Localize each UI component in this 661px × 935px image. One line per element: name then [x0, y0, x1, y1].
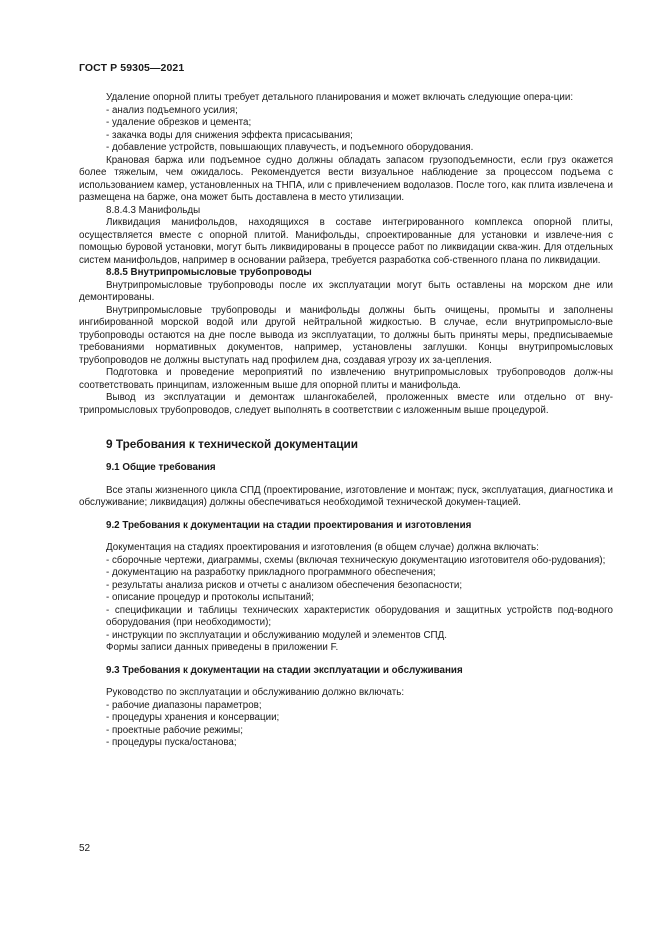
section-9-3-heading: 9.3 Требования к документации на стадии эксплуатации и обслуживания	[106, 664, 463, 676]
list-item: - результаты анализа рисков и отчеты с анализом обеспечения безопасности;	[106, 579, 463, 591]
paragraph-design-docs-intro: Документация на стадиях проектирования и изготовления (в общем случае) должна включать:	[106, 542, 539, 553]
paragraph-lifecycle-docs: Все этапы жизненного цикла СПД (проектирование, изготовление и монтаж; пуск, эксплуатация, диагностика и обслуживание; ликвидация) должны обеспечиваться необходимой технической докумен-тацией.	[79, 484, 613, 508]
list-item: - описание процедур и протоколы испытаний;	[106, 592, 314, 603]
paragraph-operation-manual-intro: Руководство по эксплуатации и обслуживанию должно включать:	[106, 687, 405, 698]
list-item: - рабочие диапазоны параметров;	[106, 699, 262, 711]
page-number: 52	[79, 843, 91, 854]
list-item: - инструкции по эксплуатации и обслуживанию модулей и элементов СПД.	[106, 629, 447, 641]
subsection-manifolds-heading: 8.8.4.3 Манифольды	[106, 204, 201, 216]
list-item: - процедуры хранения и консервации;	[106, 712, 280, 723]
list-item: - документацию на разработку прикладного программного обеспечения;	[106, 567, 436, 578]
list-item: - проектные рабочие режимы;	[106, 724, 243, 736]
list-item: - удаление обрезков и цемента;	[106, 117, 252, 128]
list-item: - анализ подъемного усилия;	[106, 104, 238, 116]
subsection-infield-pipelines-heading: 8.8.5 Внутрипромысловые трубопроводы	[106, 267, 312, 278]
section-9-1-heading: 9.1 Общие требования	[106, 462, 216, 473]
page-body	[79, 92, 613, 750]
list-item: - закачка воды для снижения эффекта присасывания;	[106, 129, 353, 141]
list-item: - сборочные чертежи, диаграммы, схемы (включая техническую документацию изготовителя обо-рудования);	[106, 554, 606, 566]
list-item: - спецификации и таблицы технических характеристик оборудования и защитных устройств под-водного оборудования (при необходимости);	[106, 604, 613, 628]
paragraph-pipelines-left-or-removed: Внутрипромысловые трубопроводы после их эксплуатации могут быть оставлены на морском дне или демонтированы.	[79, 279, 613, 303]
paragraph-manifolds: Ликвидация манифольдов, находящихся в составе интегрированного комплекса опорной плиты, осуществляется вместе с опорной плитой. Манифольды, спроектированные для установки и извлече-ния с помощью буровой установки, могут быть ликвидированы в процессе работ по ликвидации сква-жин. Для отдельных систем манифольдов, например в основании райзера, требуется разработка соб-ственного плана по ликвидации.	[79, 217, 613, 266]
paragraph-baseplate-removal: Удаление опорной плиты требует детального планирования и может включать следующие опера-ции:	[106, 92, 574, 103]
section-9-2-heading: 9.2 Требования к документации на стадии проектирования и изготовления	[106, 519, 472, 531]
list-item: - процедуры пуска/останова;	[106, 737, 237, 748]
paragraph-crane-barge: Крановая баржа или подъемное судно должны обладать запасом грузоподъемности, если груз окажется более тяжелым, чем ожидалось. Рекомендуется вести визуальное наблюдение за процессом подъема с использованием камер, установленных на ТНПА, или с привлечением водолазов. После того, как плита извлечена и размещена на барже, она может быть доставлена в место утилизации.	[79, 154, 613, 203]
paragraph-umbilicals: Вывод из эксплуатации и демонтаж шлангокабелей, проложенных вместе или отдельно от вну-трипромысловых трубопроводов, следует выполнять в соответствии с изложенным выше процедурой.	[79, 392, 613, 416]
paragraph-pipelines-preparation: Подготовка и проведение мероприятий по извлечению внутрипромысловых трубопроводов долж-ны соответствовать принципам, изложенным выше для опорной плиты и манифольда.	[79, 367, 613, 391]
paragraph-data-forms: Формы записи данных приведены в приложении F.	[106, 642, 339, 653]
paragraph-pipelines-cleaning: Внутрипромысловые трубопроводы и манифольды должны быть очищены, промыты и заполнены ингибированной морской водой или другой нейтральной жидкостью. В случае, если внутрипромысло-вые трубопроводы остаются на дне после вывода из эксплуатации, то должны быть приняты меры, предписываемые требованиями нормативных документов, например, установлены заглушки. Концы внутрипромысловых трубопроводов не должны выступать над профилем дна, создавая угрозу их за-цепления.	[79, 304, 613, 366]
section-9-heading: 9 Требования к технической документации	[106, 437, 359, 451]
list-item: - добавление устройств, повышающих плавучесть, и подъемного оборудования.	[106, 142, 474, 153]
standard-header: ГОСТ Р 59305—2021	[79, 62, 185, 74]
